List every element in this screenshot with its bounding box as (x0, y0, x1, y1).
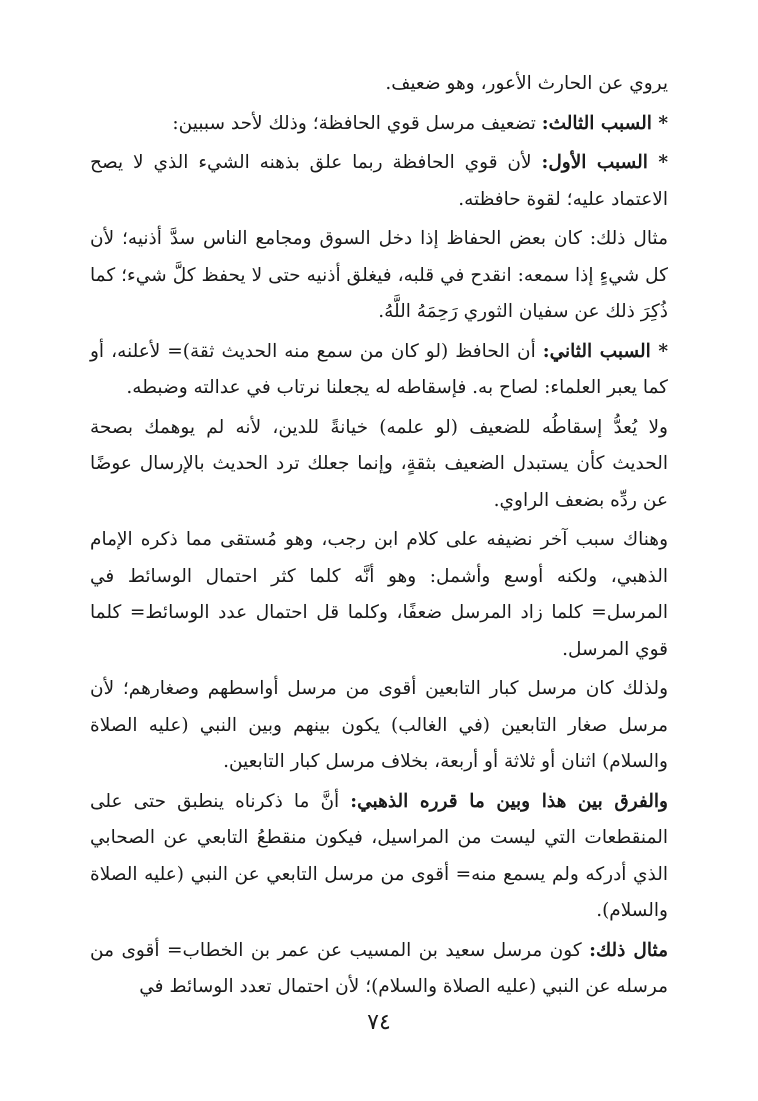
paragraph-8 (90, 671, 668, 781)
paragraph-5-heading: * السبب الثاني: (542, 340, 668, 362)
paragraph-9-heading: والفرق بين هذا وبين ما قرره الذهبي: (350, 790, 668, 812)
paragraph-7 (90, 522, 668, 668)
paragraph-9 (90, 784, 668, 930)
paragraph-2-text: تضعيف مرسل قوي الحافظة؛ وذلك لأحد سببين: (172, 112, 542, 134)
paragraph-3 (90, 145, 668, 218)
paragraph-10-heading: مثال ذلك: (589, 939, 668, 961)
paragraph-7-text: وهناك سبب آخر نضيفه على كلام ابن رجب، وهو مُستقى مما ذكره الإمام الذهبي، ولكنه أوسع وأشمل: وهو أنَّه كلما كثر احتمال الوسائط في المرسل= كلما زاد المرسل ضعفًا، وكلما قل احتمال عدد الوسائط= كلما قوي المرسل. (90, 529, 668, 660)
paragraph-2 (90, 106, 668, 143)
paragraph-10 (90, 933, 668, 1006)
body-text (90, 66, 668, 1006)
paragraph-4 (90, 221, 668, 331)
paragraph-4-text: مثال ذلك: كان بعض الحفاظ إذا دخل السوق ومجامع الناس سدَّ أذنيه؛ لأن كل شيءٍ إذا سمعه: انقدح في قلبه، فيغلق أذنيه حتى لا يحفظ كلَّ شيء؛ كما ذُكِرَ ذلك عن سفيان الثوري رَحِمَهُ اللَّهُ. (90, 228, 668, 322)
paragraph-6-text: ولا يُعدُّ إسقاطُه للضعيف (لو علمه) خيانةً للدين، لأنه لم يوهمك بصحة الحديث كأن يستبدل الضعيف بثقةٍ، وإنما جعلك ترد الحديث بالإرسال عوضًا عن ردِّه بضعف الراوي. (90, 416, 668, 511)
paragraph-9-text: أنَّ ما ذكرناه ينطبق حتى على المنقطعات التي ليست من المراسيل، فيكون منقطعُ التابعي عن الصحابي الذي أدركه ولم يسمع منه= أقوى من مرسل التابعي عن النبي (عليه الصلاة والسلام). (90, 790, 668, 921)
paragraph-3-text: لأن قوي الحافظة ربما علق بذهنه الشيء الذي لا يصح الاعتماد عليه؛ لقوة حافظته. (90, 152, 668, 210)
paragraph-1 (90, 66, 668, 103)
paragraph-5 (90, 334, 668, 407)
paragraph-5-text: أن الحافظ (لو كان من سمع منه الحديث ثقة)= لأعلنه، أو كما يعبر العلماء: لصاح به. فإسقاطه له يجعلنا نرتاب في عدالته وضبطه. (90, 340, 668, 398)
paragraph-2-heading: * السبب الثالث: (541, 112, 668, 134)
paragraph-10-text: كون مرسل سعيد بن المسيب عن عمر بن الخطاب= أقوى من مرسله عن النبي (عليه الصلاة والسلام)؛ لأن احتمال تعدد الوسائط في (90, 939, 668, 997)
paragraph-6 (90, 410, 668, 520)
page-number: ٧٤ (367, 1010, 391, 1035)
paragraph-3-heading: * السبب الأول: (541, 152, 669, 173)
paragraph-8-text: ولذلك كان مرسل كبار التابعين أقوى من مرسل أواسطهم وصغارهم؛ لأن مرسل صغار التابعين (في الغالب) يكون بينهم وبين النبي (عليه الصلاة والسلام) اثنان أو ثلاثة أو أربعة، بخلاف مرسل كبار التابعين. (90, 678, 668, 772)
paragraph-1-text: يروي عن الحارث الأعور، وهو ضعيف. (385, 73, 668, 94)
